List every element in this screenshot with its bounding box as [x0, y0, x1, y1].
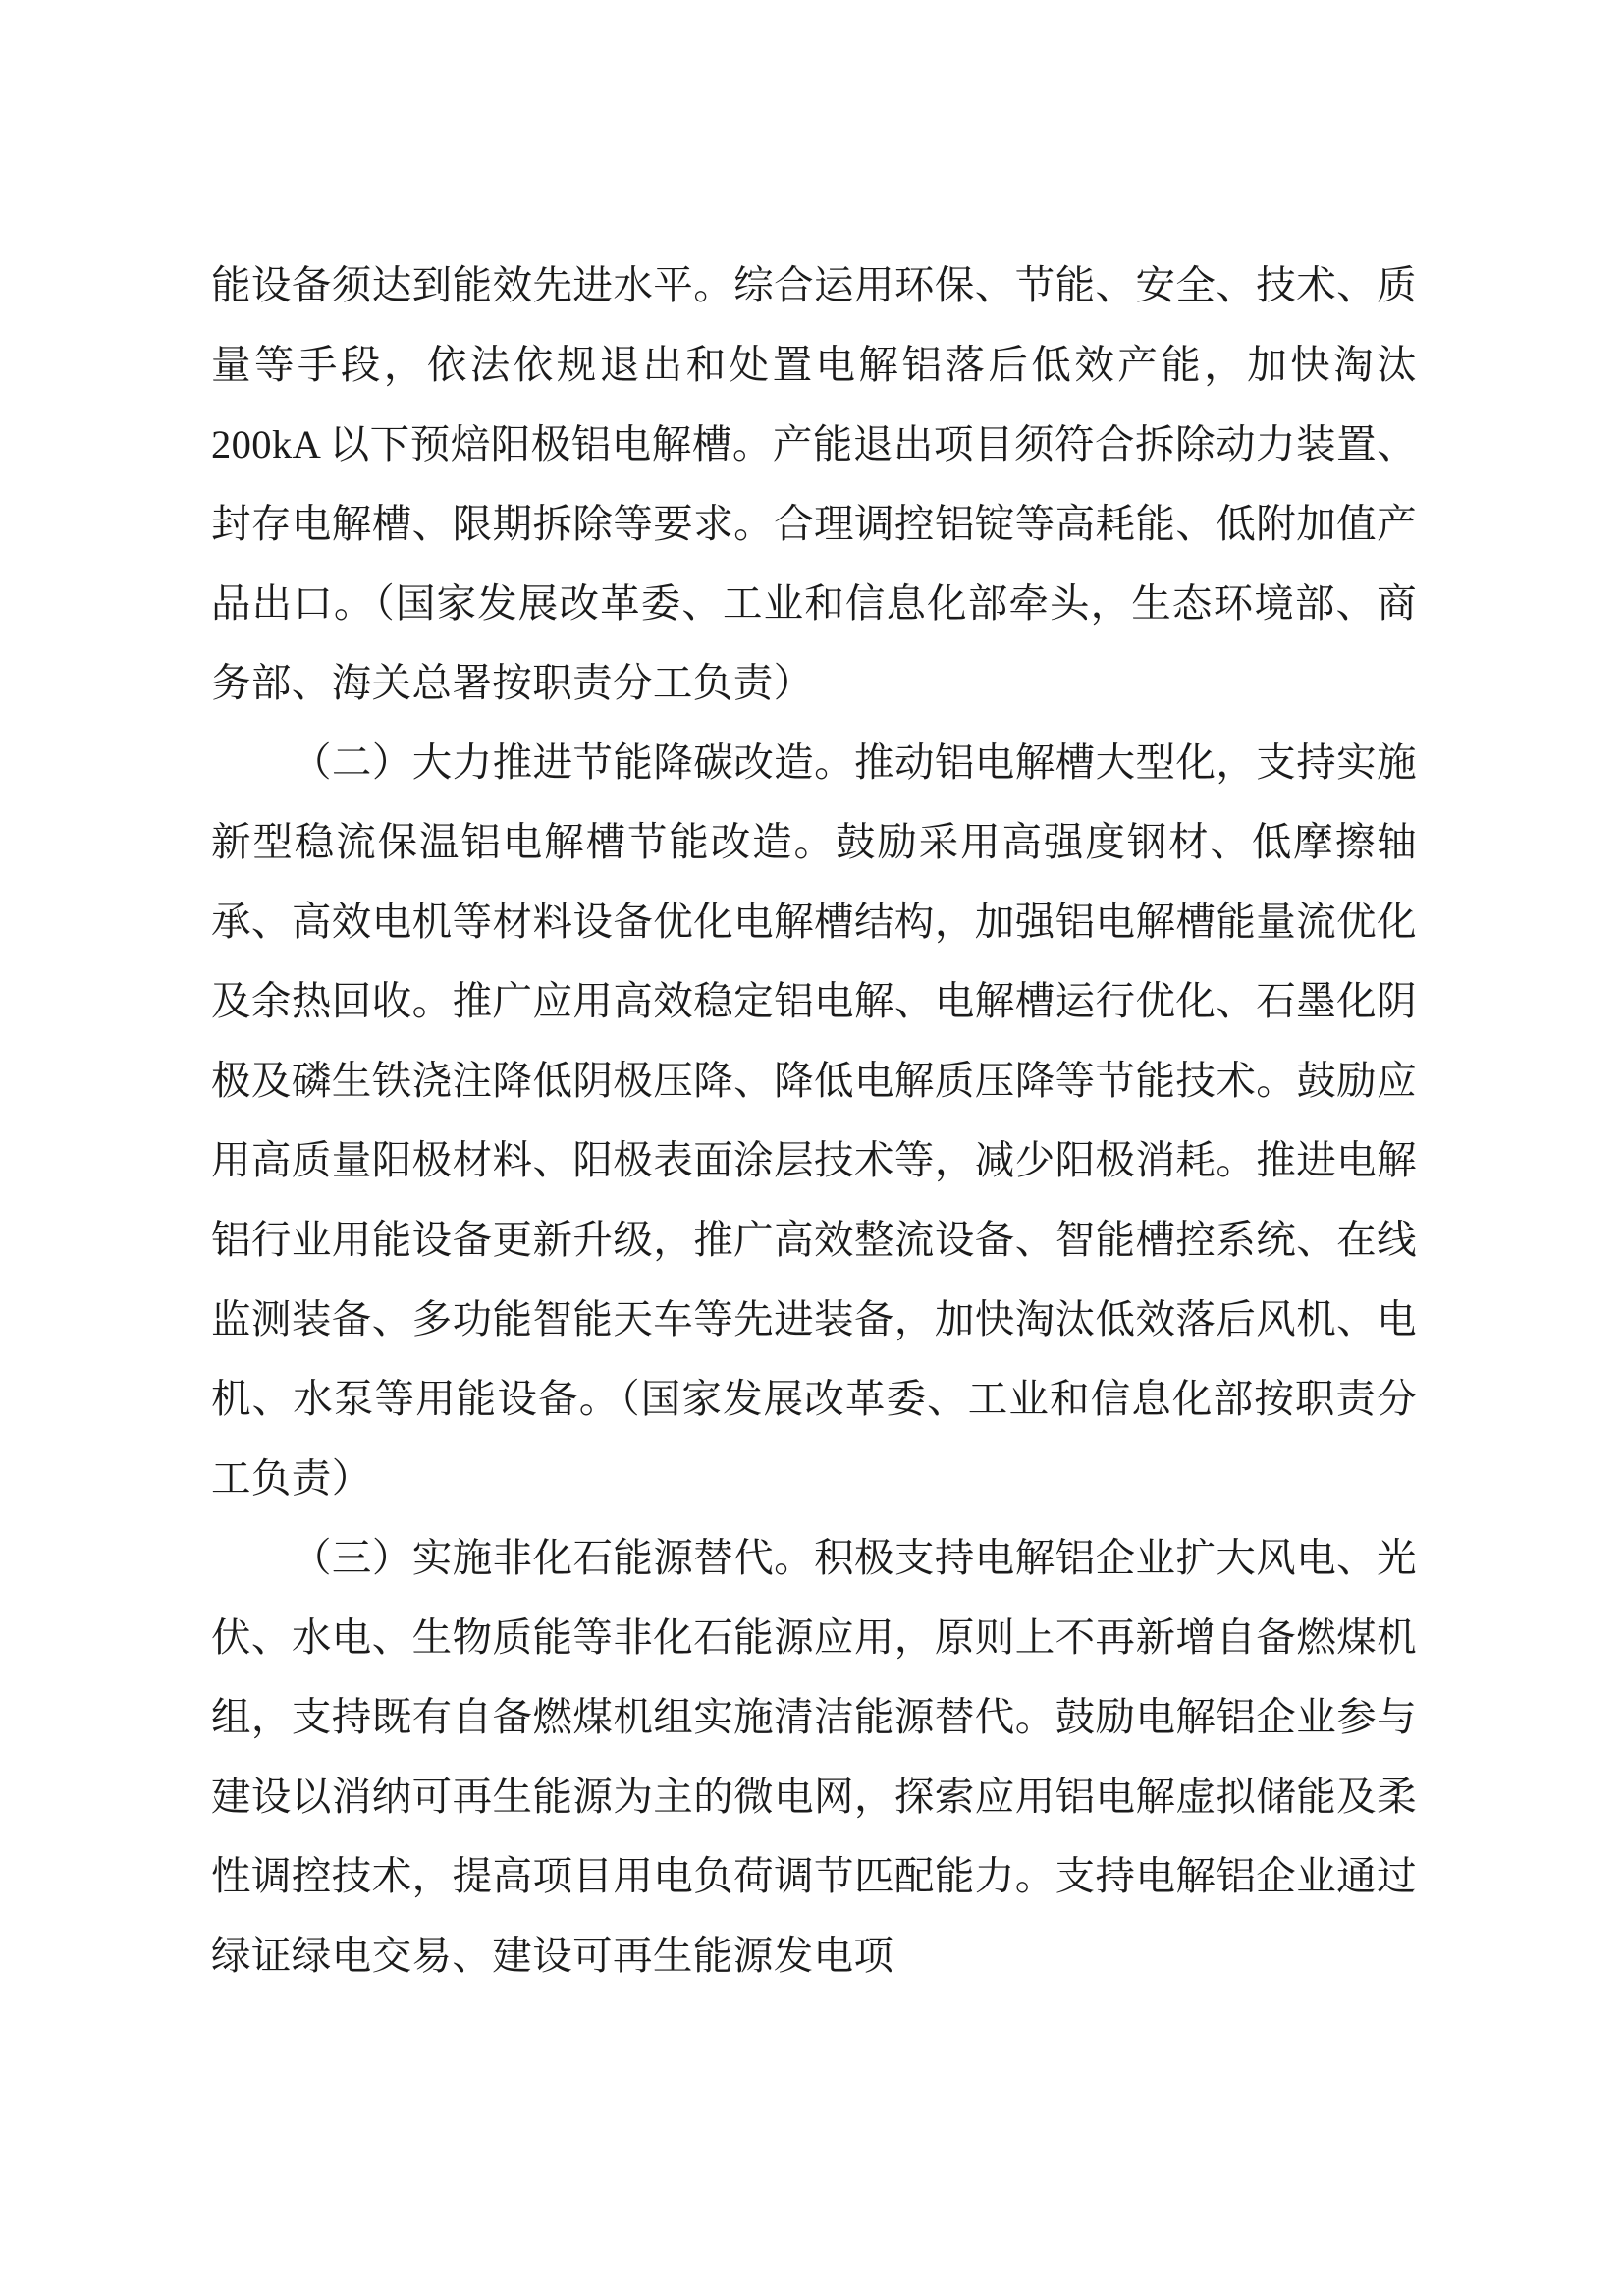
paragraph-section-two: （二）大力推进节能降碳改造。推动铝电解槽大型化，支持实施新型稳流保温铝电解槽节能改造。鼓励采用高强度钢材、低摩擦轴承、高效电机等材料设备优化电解槽结构，加强铝电解槽能量流优化及余热回收。推广应用高效稳定铝电解、电解槽运行优化、石墨化阴极及磷生铁浇注降低阴极压降、降低电解质压降等节能技术。鼓励应用高质量阳极材料、阳极表面涂层技术等，减少阳极消耗。推进电解铝行业用能设备更新升级，推广高效整流设备、智能槽控系统、在线监测装备、多功能智能天车等先进装备，加快淘汰低效落后风机、电机、水泵等用能设备。（国家发展改革委、工业和信息化部按职责分工负责）	[211, 740, 1417, 1501]
paragraph-section-three: （三）实施非化石能源替代。积极支持电解铝企业扩大风电、光伏、水电、生物质能等非化石能源应用，原则上不再新增自备燃煤机组，支持既有自备燃煤机组实施清洁能源替代。鼓励电解铝企业参与建设以消纳可再生能源为主的微电网，探索应用铝电解虚拟储能及柔性调控技术，提高项目用电负荷调节匹配能力。支持电解铝企业通过绿证绿电交易、建设可再生能源发电项	[211, 1536, 1417, 1978]
paragraph-continued: 能设备须达到能效先进水平。综合运用环保、节能、安全、技术、质量等手段，依法依规退出和处置电解铝落后低效产能，加快淘汰 200kA 以下预焙阳极铝电解槽。产能退出项目须符合拆除动力装置、封存电解槽、限期拆除等要求。合理调控铝锭等高耗能、低附加值产品出口。（国家发展改革委、工业和信息化部牵头，生态环境部、商务部、海关总署按职责分工负责）	[211, 263, 1417, 705]
document-body	[211, 246, 1417, 1995]
